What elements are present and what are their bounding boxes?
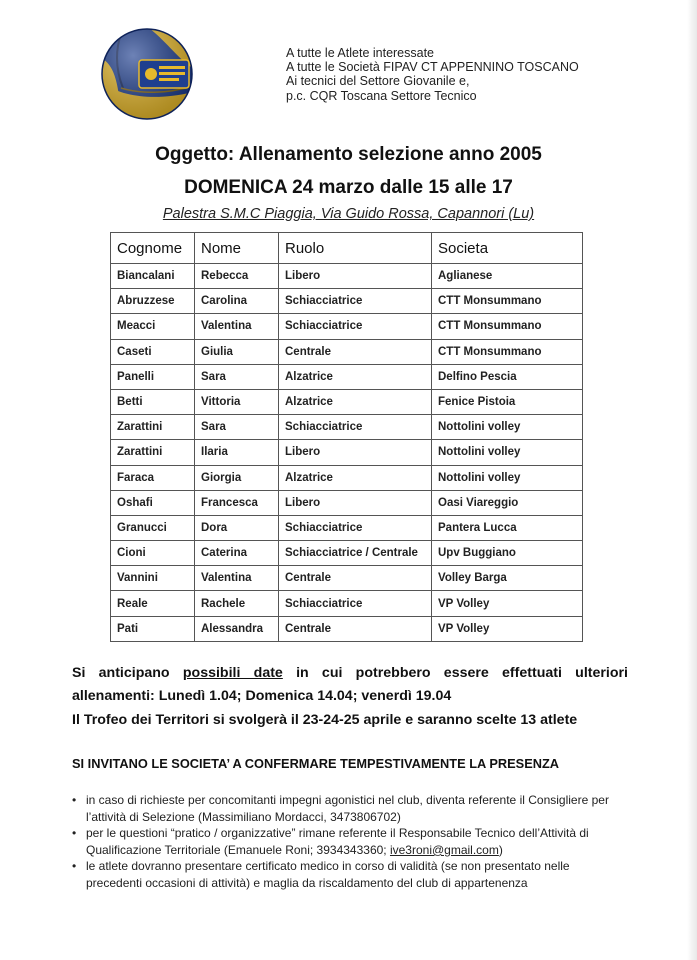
cell-societa: Upv Buggiano: [432, 541, 583, 566]
cell-ruolo: Libero: [279, 264, 432, 289]
table-row: [111, 515, 583, 540]
cell-societa: Fenice Pistoia: [432, 389, 583, 414]
cell-cognome: Abruzzese: [111, 289, 195, 314]
list-item: [72, 792, 628, 825]
bullet-icon: •: [72, 793, 77, 807]
cell-nome: Giulia: [195, 339, 279, 364]
cell-cognome: Pati: [111, 616, 195, 641]
cell-nome: Alessandra: [195, 616, 279, 641]
cell-ruolo: Centrale: [279, 339, 432, 364]
cell-nome: Rebecca: [195, 264, 279, 289]
note-text: ): [498, 842, 503, 857]
cell-cognome: Zarattini: [111, 415, 195, 440]
fipav-volleyball-logo: [101, 28, 193, 120]
header-societa: Societa: [432, 233, 583, 264]
cell-societa: Nottolini volley: [432, 440, 583, 465]
recipients-block: [286, 46, 579, 103]
table-row: [111, 389, 583, 414]
possible-dates-underlined: possibili date: [182, 665, 283, 681]
cell-cognome: Cioni: [111, 541, 195, 566]
cell-societa: VP Volley: [432, 616, 583, 641]
cell-societa: CTT Monsummano: [432, 314, 583, 339]
bullet-icon: •: [72, 859, 77, 874]
cell-societa: CTT Monsummano: [432, 339, 583, 364]
cell-nome: Vittoria: [195, 389, 279, 414]
cell-nome: Valentina: [195, 314, 279, 339]
recipient-line: Ai tecnici del Settore Giovanile e,: [286, 74, 470, 89]
list-item: [72, 858, 628, 891]
cell-societa: Nottolini volley: [432, 465, 583, 490]
cell-societa: CTT Monsummano: [432, 289, 583, 314]
email-link[interactable]: ive3roni@gmail.com: [389, 842, 499, 857]
table-row: [111, 289, 583, 314]
note-text: le atlete dovranno presentare certificato medico in corso di validità (se non presentato nelle precedenti occasioni di attività) e maglia da riscaldamento del club di appartenenza: [86, 859, 570, 890]
notes-list: [72, 792, 628, 892]
future-dates-list: allenamenti: Lunedì 1.04; Domenica 14.04; venerdì 19.04: [72, 688, 452, 704]
header-ruolo: Ruolo: [279, 233, 432, 264]
header-nome: Nome: [195, 233, 279, 264]
cell-nome: Rachele: [195, 591, 279, 616]
cell-ruolo: Libero: [279, 490, 432, 515]
note-text: in caso di richieste per concomitanti impegni agonistici nel club, diventa referente il Consigliere per l’attività di Selezione (Massimiliano Mordacci, 3473806702): [86, 793, 609, 824]
recipient-line: A tutte le Atlete interessate: [286, 46, 435, 60]
table-row: [111, 415, 583, 440]
recipient-line: A tutte le Società FIPAV CT APPENNINO TOSCANO: [286, 60, 579, 75]
table-header-row: [111, 233, 583, 264]
future-dates-text: Si anticipano: [72, 665, 183, 681]
table-row: [111, 616, 583, 641]
cell-nome: Sara: [195, 364, 279, 389]
cell-nome: Dora: [195, 515, 279, 540]
venue-line: Palestra S.M.C Piaggia, Via Guido Rossa, Capannori (Lu): [162, 206, 535, 222]
cell-nome: Sara: [195, 415, 279, 440]
subject-line: Oggetto: Allenamento selezione anno 2005: [155, 144, 542, 165]
cell-cognome: Vannini: [111, 566, 195, 591]
cell-cognome: Faraca: [111, 465, 195, 490]
cell-societa: Volley Barga: [432, 566, 583, 591]
cell-ruolo: Centrale: [279, 616, 432, 641]
table-row: [111, 490, 583, 515]
cell-ruolo: Schiacciatrice: [279, 289, 432, 314]
table-row: [111, 440, 583, 465]
cell-ruolo: Libero: [279, 440, 432, 465]
trophy-paragraph: Il Trofeo dei Territori si svolgerà il 23-24-25 aprile e saranno scelte 13 atlete: [72, 712, 578, 728]
cell-ruolo: Centrale: [279, 566, 432, 591]
cell-nome: Valentina: [195, 566, 279, 591]
cell-nome: Giorgia: [195, 465, 279, 490]
table-row: [111, 465, 583, 490]
table-row: [111, 591, 583, 616]
cell-nome: Ilaria: [195, 440, 279, 465]
table-row: [111, 566, 583, 591]
cell-cognome: Caseti: [111, 339, 195, 364]
recipient-line: p.c. CQR Toscana Settore Tecnico: [286, 88, 477, 103]
list-item: [72, 825, 628, 858]
cell-ruolo: Schiacciatrice / Centrale: [279, 541, 432, 566]
athletes-table: [110, 232, 583, 642]
table-row: [111, 364, 583, 389]
date-line: DOMENICA 24 marzo dalle 15 alle 17: [184, 177, 513, 198]
table-row: [111, 339, 583, 364]
future-dates-text: in cui potrebbero essere effettuati ulteriori: [282, 665, 628, 681]
cell-cognome: Zarattini: [111, 440, 195, 465]
cell-cognome: Oshafi: [111, 490, 195, 515]
cell-nome: Francesca: [195, 490, 279, 515]
table-row: [111, 541, 583, 566]
cell-ruolo: Schiacciatrice: [279, 515, 432, 540]
bullet-icon: •: [72, 826, 77, 841]
table-row: [111, 264, 583, 289]
cell-societa: Oasi Viareggio: [432, 490, 583, 515]
table-row: [111, 314, 583, 339]
cell-nome: Carolina: [195, 289, 279, 314]
cell-societa: VP Volley: [432, 591, 583, 616]
cell-cognome: Biancalani: [111, 264, 195, 289]
cell-societa: Nottolini volley: [432, 415, 583, 440]
cell-societa: Aglianese: [432, 264, 583, 289]
cell-ruolo: Schiacciatrice: [279, 415, 432, 440]
future-dates-paragraph: [72, 662, 628, 685]
note-text: per le questioni “pratico / organizzative” rimane referente il Responsabile Tecnico dell’Attività di Qualificazione Territoriale (Emanuele Roni; 3934343360;: [86, 826, 589, 857]
cell-ruolo: Alzatrice: [279, 465, 432, 490]
cell-ruolo: Schiacciatrice: [279, 591, 432, 616]
cell-cognome: Reale: [111, 591, 195, 616]
cell-cognome: Betti: [111, 389, 195, 414]
cell-cognome: Meacci: [111, 314, 195, 339]
cell-ruolo: Alzatrice: [279, 364, 432, 389]
cell-ruolo: Schiacciatrice: [279, 314, 432, 339]
cell-nome: Caterina: [195, 541, 279, 566]
header-cognome: Cognome: [111, 233, 195, 264]
cell-societa: Delfino Pescia: [432, 364, 583, 389]
cell-societa: Pantera Lucca: [432, 515, 583, 540]
cell-cognome: Granucci: [111, 515, 195, 540]
invite-heading: SI INVITANO LE SOCIETA’ A CONFERMARE TEMPESTIVAMENTE LA PRESENZA: [72, 756, 560, 771]
cell-cognome: Panelli: [111, 364, 195, 389]
cell-ruolo: Alzatrice: [279, 389, 432, 414]
